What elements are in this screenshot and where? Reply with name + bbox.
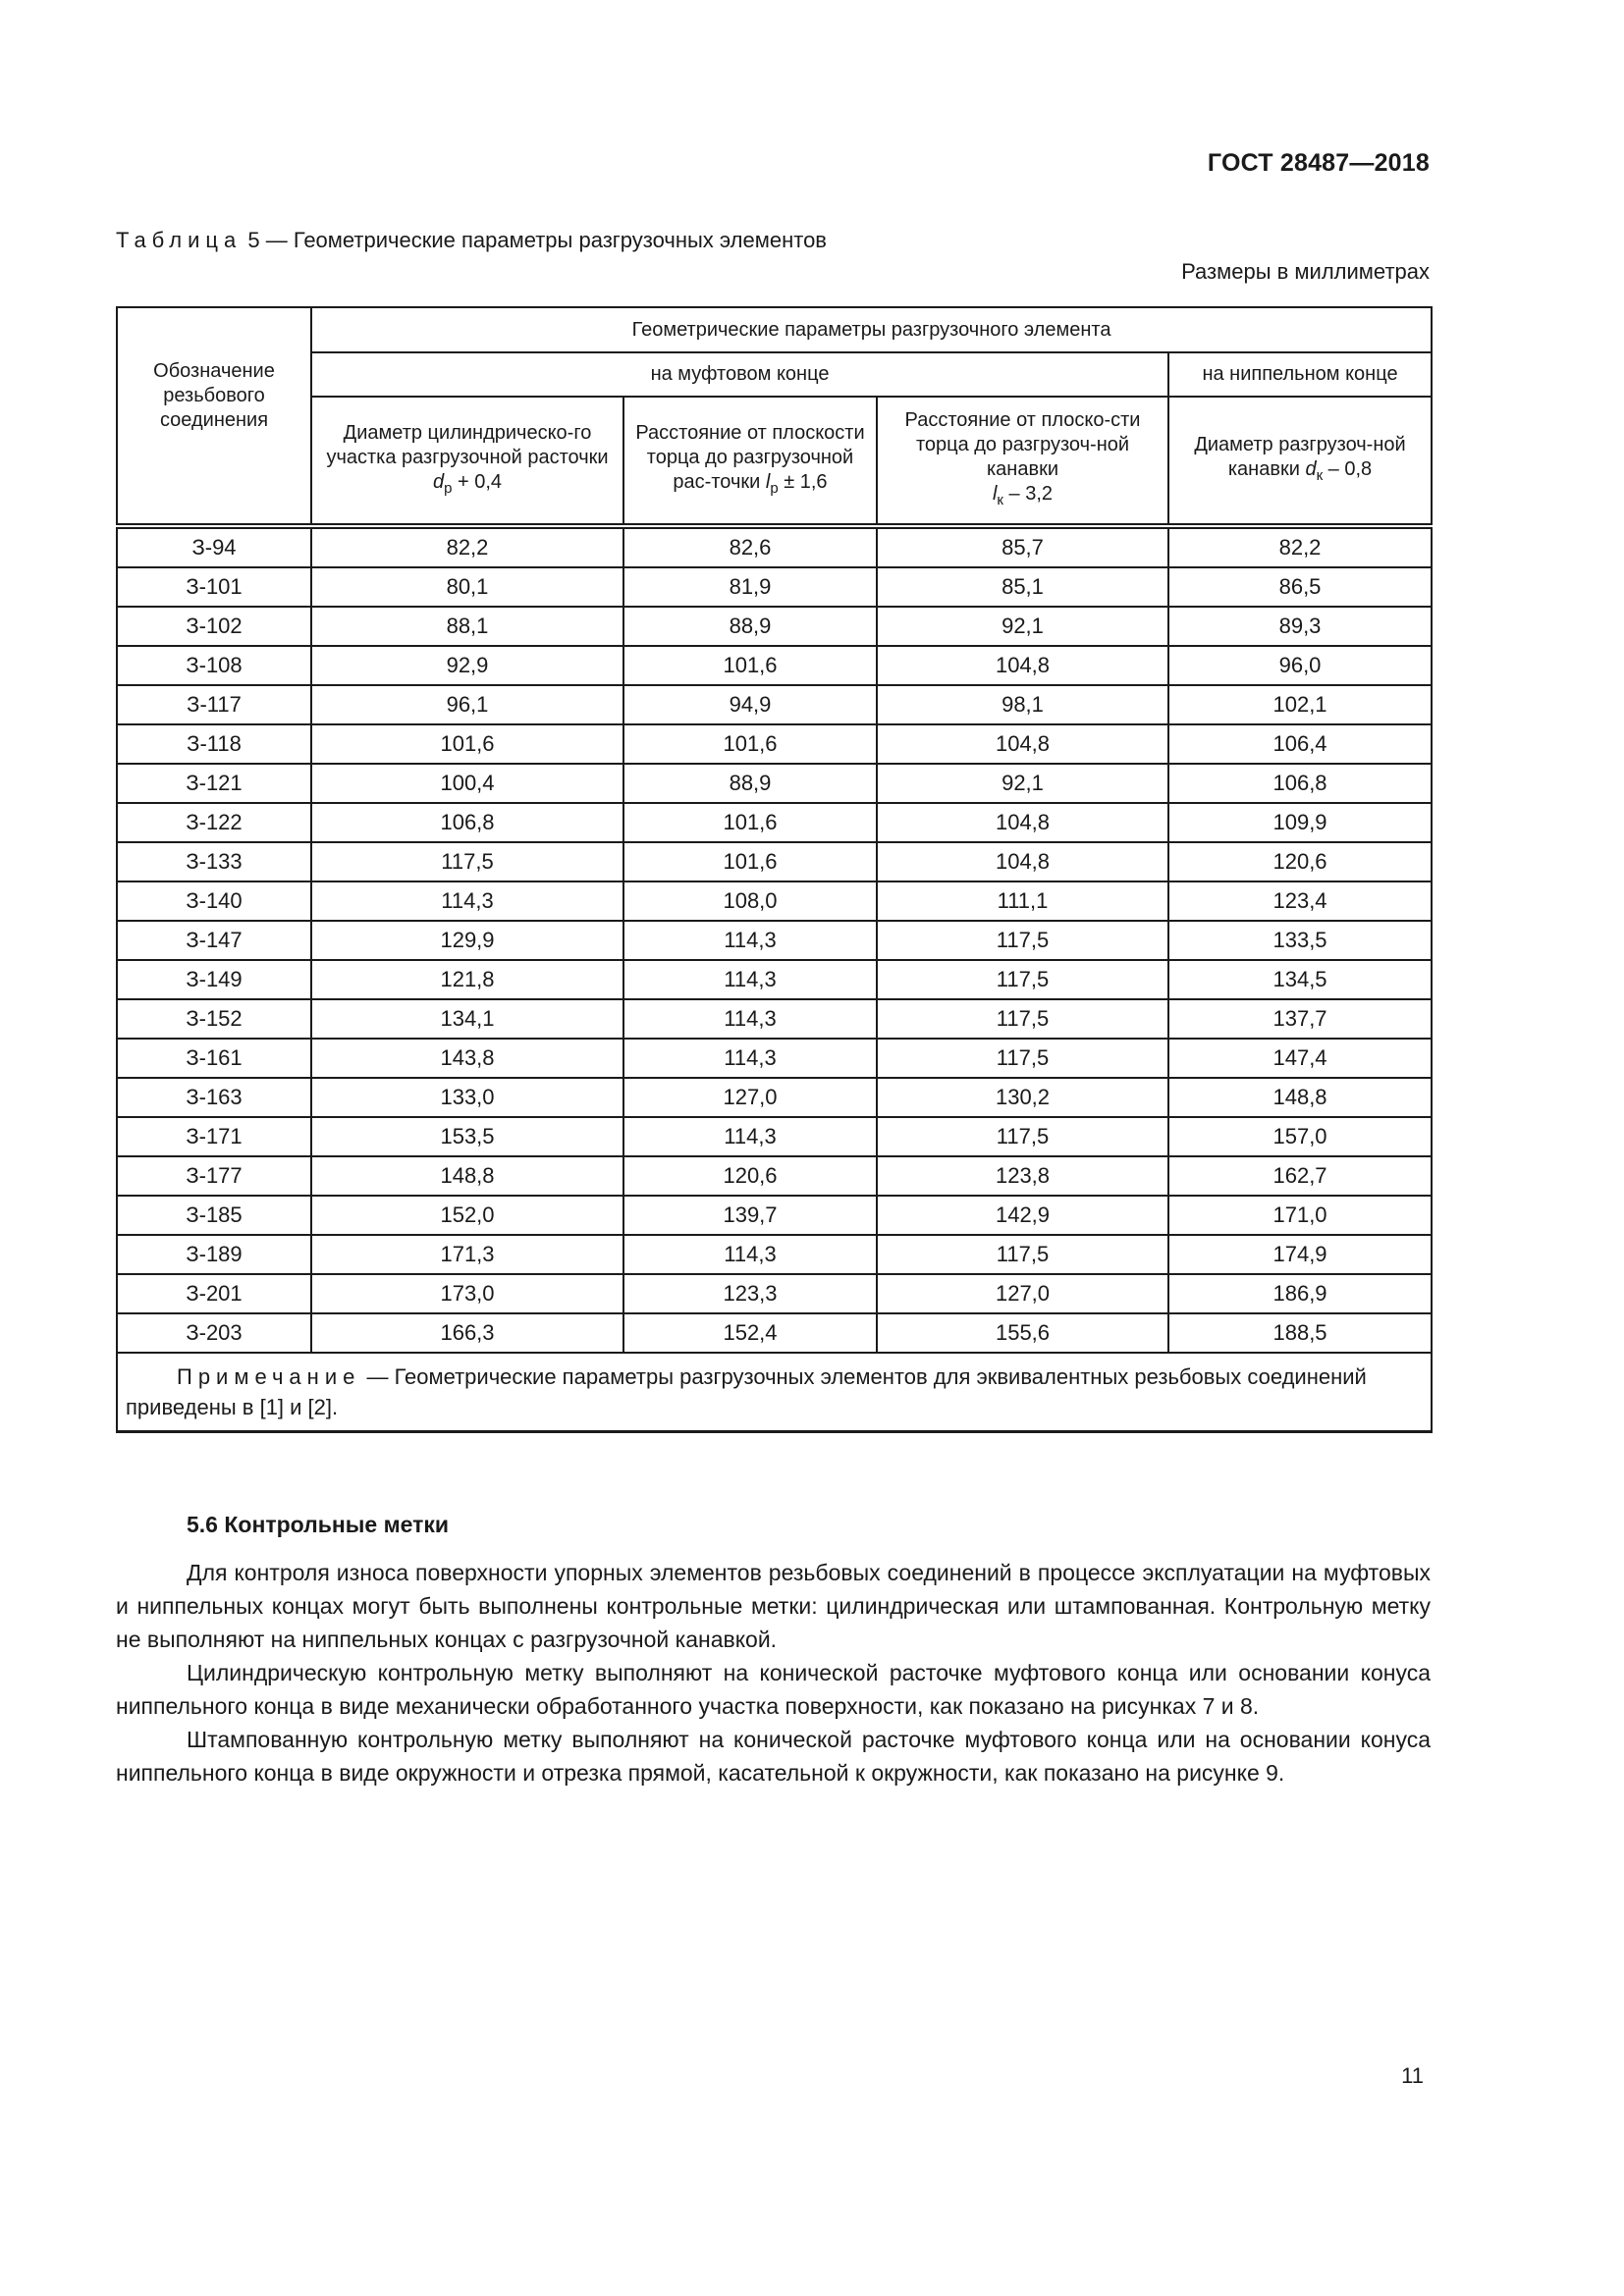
table-header: [117, 307, 1432, 526]
table-row: [117, 803, 1432, 842]
cell-value: 82,6: [623, 526, 877, 567]
cell-value: 92,1: [877, 607, 1168, 646]
document-code: ГОСТ 28487—2018: [1207, 149, 1430, 177]
table-row: [117, 960, 1432, 999]
cell-value: 153,5: [311, 1117, 623, 1156]
cell-value: 174,9: [1168, 1235, 1432, 1274]
header-pin-end: на ниппельном конце: [1168, 352, 1432, 397]
cell-value: 80,1: [311, 567, 623, 607]
cell-designation: З-201: [117, 1274, 311, 1313]
cell-designation: З-122: [117, 803, 311, 842]
cell-value: 166,3: [311, 1313, 623, 1353]
cell-value: 114,3: [623, 1039, 877, 1078]
cell-value: 104,8: [877, 724, 1168, 764]
cell-value: 157,0: [1168, 1117, 1432, 1156]
cell-designation: З-163: [117, 1078, 311, 1117]
table-row: [117, 1196, 1432, 1235]
table-row: [117, 764, 1432, 803]
cell-value: 82,2: [1168, 526, 1432, 567]
cell-value: 127,0: [623, 1078, 877, 1117]
cell-designation: З-121: [117, 764, 311, 803]
cell-value: 127,0: [877, 1274, 1168, 1313]
cell-designation: З-101: [117, 567, 311, 607]
cell-designation: З-147: [117, 921, 311, 960]
paragraph: Штампованную контрольную метку выполняют на конической расточке муфтового конца или на основании конуса ниппельного конца в виде окружности и отрезка прямой, касательной к окружности, как показано на рисунке 9.: [116, 1727, 1431, 1786]
cell-value: 114,3: [623, 999, 877, 1039]
cell-value: 86,5: [1168, 567, 1432, 607]
cell-value: 104,8: [877, 803, 1168, 842]
cell-value: 152,4: [623, 1313, 877, 1353]
note-text: — Геометрические параметры разгрузочных элементов для эквивалентных резьбовых соединений приведены в [1] и [2].: [126, 1364, 1367, 1419]
header-box-end: на муфтовом конце: [311, 352, 1168, 397]
cell-value: 123,3: [623, 1274, 877, 1313]
cell-designation: З-152: [117, 999, 311, 1039]
cell-value: 96,1: [311, 685, 623, 724]
table-row: [117, 999, 1432, 1039]
cell-value: 108,0: [623, 881, 877, 921]
cell-value: 106,8: [1168, 764, 1432, 803]
cell-designation: З-108: [117, 646, 311, 685]
cell-value: 88,9: [623, 607, 877, 646]
cell-value: 106,4: [1168, 724, 1432, 764]
cell-value: 186,9: [1168, 1274, 1432, 1313]
cell-designation: З-185: [117, 1196, 311, 1235]
cell-value: 134,1: [311, 999, 623, 1039]
cell-value: 101,6: [623, 724, 877, 764]
cell-value: 137,7: [1168, 999, 1432, 1039]
cell-value: 88,9: [623, 764, 877, 803]
cell-value: 104,8: [877, 842, 1168, 881]
header-col4: Диаметр разгрузоч-ной канавки $d_к - 0,8$: [1168, 397, 1432, 526]
cell-value: 100,4: [311, 764, 623, 803]
header-col2: Расстояние от плоскости торца до разгрузочной рас-точки $l_р \pm 1,6$: [623, 397, 877, 526]
cell-value: 117,5: [877, 999, 1168, 1039]
cell-value: 81,9: [623, 567, 877, 607]
cell-designation: З-133: [117, 842, 311, 881]
table-caption-title: — Геометрические параметры разгрузочных элементов: [265, 228, 827, 252]
table-row: [117, 607, 1432, 646]
cell-value: 155,6: [877, 1313, 1168, 1353]
cell-value: 85,1: [877, 567, 1168, 607]
table-row: [117, 1117, 1432, 1156]
cell-designation: З-161: [117, 1039, 311, 1078]
header-group: Геометрические параметры разгрузочного элемента: [311, 307, 1432, 352]
cell-designation: З-189: [117, 1235, 311, 1274]
table-caption: [116, 228, 827, 253]
cell-value: 129,9: [311, 921, 623, 960]
cell-value: 121,8: [311, 960, 623, 999]
cell-value: 114,3: [623, 1235, 877, 1274]
table-row: [117, 1078, 1432, 1117]
paragraph: Цилиндрическую контрольную метку выполняют на конической расточке муфтового конца или основании конуса ниппельного конца в виде механически обработанного участка поверхности, как показано на рисунках 7 и 8.: [116, 1660, 1431, 1719]
cell-value: 101,6: [311, 724, 623, 764]
cell-value: 171,0: [1168, 1196, 1432, 1235]
cell-value: 98,1: [877, 685, 1168, 724]
cell-value: 104,8: [877, 646, 1168, 685]
cell-value: 117,5: [877, 1117, 1168, 1156]
header-designation: Обозначение резьбового соединения: [117, 307, 311, 526]
cell-value: 102,1: [1168, 685, 1432, 724]
cell-value: 101,6: [623, 646, 877, 685]
cell-value: 120,6: [623, 1156, 877, 1196]
cell-value: 148,8: [311, 1156, 623, 1196]
cell-value: 142,9: [877, 1196, 1168, 1235]
cell-value: 94,9: [623, 685, 877, 724]
table-row: [117, 921, 1432, 960]
cell-designation: З-149: [117, 960, 311, 999]
table-body: [117, 526, 1432, 1432]
cell-value: 188,5: [1168, 1313, 1432, 1353]
table-row: [117, 1156, 1432, 1196]
header-col3: Расстояние от плоско-сти торца до разгрузоч-ной канавки $l_к - 3,2$: [877, 397, 1168, 526]
cell-value: 82,2: [311, 526, 623, 567]
table-row: [117, 1274, 1432, 1313]
cell-designation: З-203: [117, 1313, 311, 1353]
table-row: [117, 1039, 1432, 1078]
cell-value: 147,4: [1168, 1039, 1432, 1078]
cell-value: 114,3: [311, 881, 623, 921]
cell-value: 88,1: [311, 607, 623, 646]
cell-value: 114,3: [623, 1117, 877, 1156]
cell-value: 171,3: [311, 1235, 623, 1274]
header-col1: Диаметр цилиндрическо-го участка разгрузочной расточки $d_р + 0,4$: [311, 397, 623, 526]
cell-value: 117,5: [877, 1235, 1168, 1274]
table-units: Размеры в миллиметрах: [1181, 259, 1430, 284]
cell-value: 143,8: [311, 1039, 623, 1078]
cell-value: 148,8: [1168, 1078, 1432, 1117]
cell-designation: З-177: [117, 1156, 311, 1196]
cell-value: 89,3: [1168, 607, 1432, 646]
cell-designation: З-118: [117, 724, 311, 764]
table-row: [117, 842, 1432, 881]
table-row: [117, 1235, 1432, 1274]
cell-value: 139,7: [623, 1196, 877, 1235]
cell-value: 162,7: [1168, 1156, 1432, 1196]
table-caption-number: 5: [247, 228, 260, 252]
cell-value: 114,3: [623, 921, 877, 960]
cell-value: 111,1: [877, 881, 1168, 921]
table-note: [117, 1353, 1432, 1432]
table-row: [117, 685, 1432, 724]
table-caption-label: Таблица: [116, 228, 243, 252]
cell-value: 133,5: [1168, 921, 1432, 960]
cell-value: 96,0: [1168, 646, 1432, 685]
cell-designation: З-140: [117, 881, 311, 921]
section-body: [116, 1556, 1431, 1789]
table-row: [117, 567, 1432, 607]
cell-designation: З-102: [117, 607, 311, 646]
paragraph: Для контроля износа поверхности упорных элементов резьбовых соединений в процессе эксплуатации на муфтовых и ниппельных концах могут быть выполнены контрольные метки: цилиндрическая или штампованная. Контрольную метку не выполняют на ниппельных концах с разгрузочной канавкой.: [116, 1560, 1431, 1652]
section-heading: 5.6 Контрольные метки: [187, 1512, 450, 1537]
cell-value: 133,0: [311, 1078, 623, 1117]
cell-value: 130,2: [877, 1078, 1168, 1117]
table-row: [117, 1313, 1432, 1353]
table-note-row: [117, 1353, 1432, 1432]
table-row: [117, 724, 1432, 764]
cell-value: 92,9: [311, 646, 623, 685]
cell-value: 173,0: [311, 1274, 623, 1313]
cell-value: 101,6: [623, 803, 877, 842]
cell-value: 109,9: [1168, 803, 1432, 842]
page-number: 11: [1401, 2063, 1424, 2088]
cell-value: 117,5: [311, 842, 623, 881]
note-label: Примечание: [177, 1364, 361, 1389]
cell-designation: З-171: [117, 1117, 311, 1156]
table-row: [117, 881, 1432, 921]
cell-value: 134,5: [1168, 960, 1432, 999]
table-row: [117, 646, 1432, 685]
cell-designation: З-117: [117, 685, 311, 724]
cell-value: 117,5: [877, 1039, 1168, 1078]
cell-designation: З-94: [117, 526, 311, 567]
cell-value: 106,8: [311, 803, 623, 842]
cell-value: 101,6: [623, 842, 877, 881]
parameters-table: [116, 306, 1433, 1433]
cell-value: 117,5: [877, 960, 1168, 999]
cell-value: 152,0: [311, 1196, 623, 1235]
cell-value: 117,5: [877, 921, 1168, 960]
cell-value: 120,6: [1168, 842, 1432, 881]
table-row: [117, 526, 1432, 567]
cell-value: 123,8: [877, 1156, 1168, 1196]
cell-value: 85,7: [877, 526, 1168, 567]
cell-value: 114,3: [623, 960, 877, 999]
cell-value: 123,4: [1168, 881, 1432, 921]
cell-value: 92,1: [877, 764, 1168, 803]
